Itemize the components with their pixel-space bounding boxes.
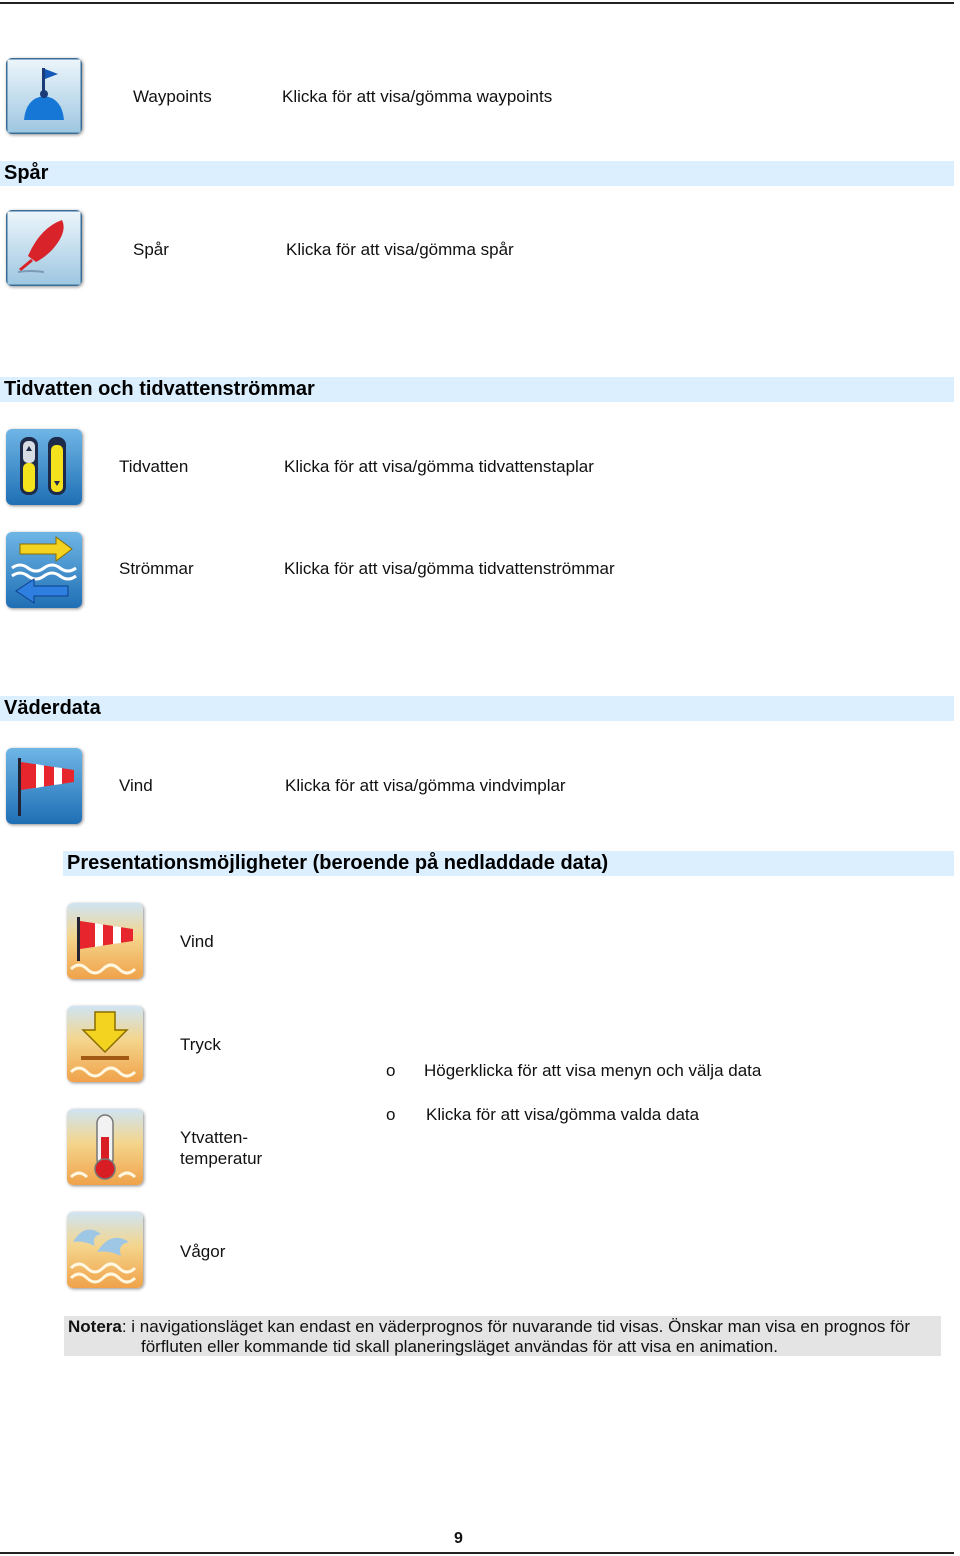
bullet-text-1: Högerklicka för att visa menyn och välja data [424, 1061, 762, 1080]
bullet-marker-2: o [386, 1105, 396, 1124]
waypoints-description: Klicka för att visa/gömma waypoints [282, 87, 553, 106]
wind-label: Vind [119, 776, 153, 795]
bullet-marker-1: o [386, 1061, 396, 1080]
windsock-icon[interactable] [6, 748, 82, 824]
subsection-heading-presentation: Presentationsmöjligheter (beroende på nedladdade data) [63, 851, 954, 876]
bottom-rule [0, 1552, 954, 1554]
currents-description: Klicka för att visa/gömma tidvattenströmmar [284, 559, 615, 578]
tide-bars-icon[interactable] [6, 429, 82, 505]
weather-waves-icon[interactable] [67, 1212, 143, 1288]
section-heading-weather: Väderdata [0, 696, 954, 721]
section-heading-spar: Spår [0, 161, 954, 186]
track-boat-icon[interactable] [6, 210, 82, 286]
tide-label: Tidvatten [119, 457, 189, 476]
option-sst-label-line2: temperatur [180, 1149, 263, 1168]
note-line-1 [68, 1317, 937, 1337]
spar-description: Klicka för att visa/gömma spår [286, 240, 514, 259]
bullet-text-2: Klicka för att visa/gömma valda data [426, 1105, 700, 1124]
section-heading-tide: Tidvatten och tidvattenströmmar [0, 377, 954, 402]
waypoint-buoy-icon[interactable] [6, 58, 82, 134]
note-text-1: : i navigationsläget kan endast en väderprognos för nuvarande tid visas. Önskar man visa en prognos för [121, 1317, 910, 1336]
weather-pressure-icon[interactable] [67, 1006, 143, 1082]
option-waves-label: Vågor [180, 1242, 226, 1261]
top-rule [0, 2, 954, 4]
option-wind-label: Vind [180, 932, 214, 951]
option-sst-label-line1: Ytvatten- [180, 1128, 249, 1147]
weather-temperature-icon[interactable] [67, 1109, 143, 1185]
page-number: 9 [454, 1530, 463, 1547]
tide-description: Klicka för att visa/gömma tidvattenstaplar [284, 457, 594, 476]
note-line-2: förfluten eller kommande tid skall planeringsläget användas för att visa en animation. [141, 1337, 778, 1356]
note-label: Notera [68, 1317, 122, 1336]
currents-arrows-icon[interactable] [6, 532, 82, 608]
note-box [64, 1316, 941, 1356]
option-pressure-label: Tryck [180, 1035, 221, 1054]
waypoints-label: Waypoints [133, 87, 212, 106]
weather-wind-icon[interactable] [67, 903, 143, 979]
spar-label: Spår [133, 240, 169, 259]
wind-description: Klicka för att visa/gömma vindvimplar [285, 776, 566, 795]
currents-label: Strömmar [119, 559, 194, 578]
